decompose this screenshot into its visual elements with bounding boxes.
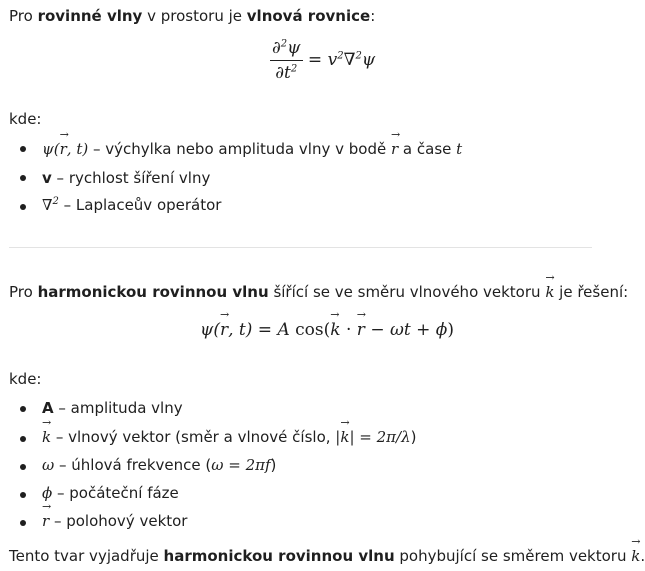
bullet: [20, 146, 26, 152]
closing-paragraph: Tento tvar vyjadřuje harmonickou rovinnou vlnu pohybující se směrem vektoru → k.: [9, 547, 645, 565]
bullet: [20, 204, 26, 210]
list-item: v – rychlost šíření vlny: [42, 169, 211, 187]
intro-paragraph-1: Pro rovinné vlny v prostoru je vlnová rovnice:: [9, 7, 376, 25]
where-label-2: kde:: [9, 370, 42, 388]
wave-equation: $\frac{\partial^2\psi}{\partial t^2}$ = $v^2\nabla^2\psi$: [272, 38, 376, 83]
where-label-1: kde:: [9, 110, 42, 128]
list-item: → r – polohový vektor: [42, 512, 187, 530]
intro-paragraph-2: Pro harmonickou rovinnou vlnu šířící se ve směru vlnového vektoru → k je řešení:: [9, 283, 628, 301]
list-item: ϕ – počáteční fáze: [42, 484, 179, 502]
list-item: → k – vlnový vektor (směr a vlnové číslo, |→ k| = 2π/λ): [42, 428, 416, 446]
list-item: ∇$^2$ – Laplaceův operátor: [42, 196, 222, 214]
harmonic-solution: ψ(→ r, t) = A cos(→ k · → r − ωt + ϕ): [200, 320, 454, 340]
divider: [9, 247, 592, 248]
list-item: A – amplituda vlny: [42, 399, 183, 417]
list-item: ψ(→ r, t) – výchylka nebo amplituda vlny v bodě → r a čase t: [42, 140, 462, 158]
bullet: [20, 175, 26, 181]
bullet: [20, 492, 26, 498]
bullet: [20, 464, 26, 470]
bullet: [20, 406, 26, 412]
bullet: [20, 520, 26, 526]
bullet: [20, 436, 26, 442]
list-item: ω – úhlová frekvence (ω = 2πf): [42, 456, 277, 474]
